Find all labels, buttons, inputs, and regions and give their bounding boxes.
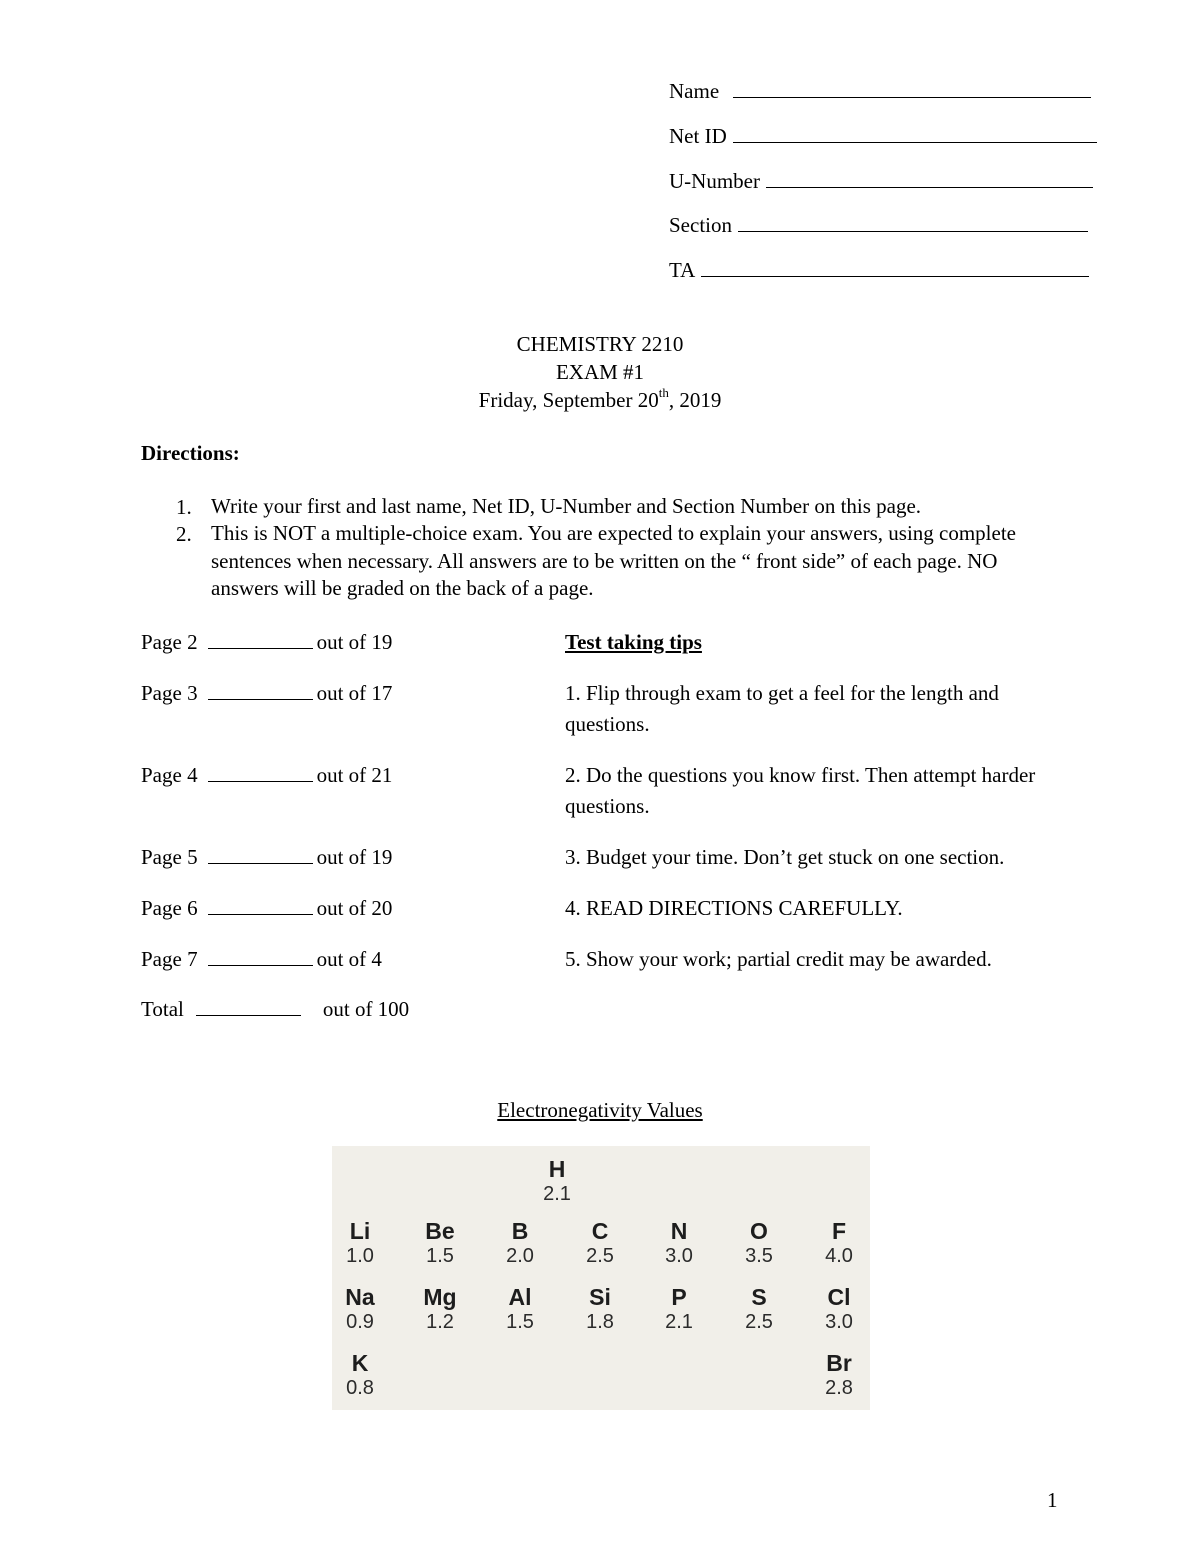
tips-heading: Test taking tips	[565, 630, 702, 654]
total-row	[141, 997, 409, 1021]
score-row	[141, 630, 392, 654]
unumber-blank[interactable]	[766, 169, 1093, 188]
score-blank[interactable]	[208, 763, 313, 782]
element-value: 2.5	[745, 1311, 773, 1333]
element-value: 4.0	[825, 1245, 853, 1267]
tip-item: 1. Flip through exam to get a feel for the length and questions.	[565, 681, 999, 736]
name-field[interactable]	[669, 79, 1091, 103]
score-blank[interactable]	[208, 845, 313, 864]
score-label: Page 6	[141, 896, 198, 920]
element-cell-c	[570, 1218, 630, 1268]
netid-blank[interactable]	[733, 124, 1097, 143]
exam-title: EXAM #1	[555, 360, 645, 384]
section-label: Section	[669, 213, 732, 237]
element-symbol: Br	[826, 1350, 852, 1376]
element-cell-b	[490, 1218, 550, 1268]
score-out-of: out of 21	[316, 763, 393, 787]
tip-item: 4. READ DIRECTIONS CAREFULLY.	[565, 896, 903, 920]
element-symbol: B	[511, 1218, 529, 1244]
element-symbol: K	[351, 1350, 369, 1376]
date-sup: th	[658, 385, 669, 400]
score-row	[141, 845, 392, 869]
element-cell-si	[570, 1284, 630, 1334]
score-out-of: out of 4	[316, 947, 382, 971]
element-value: 1.0	[346, 1245, 374, 1267]
name-blank[interactable]	[733, 79, 1091, 98]
element-symbol: Si	[589, 1284, 611, 1310]
netid-label: Net ID	[669, 124, 727, 148]
score-row	[141, 896, 392, 920]
element-cell-li	[330, 1218, 390, 1268]
element-cell-al	[490, 1284, 550, 1334]
element-cell-na	[330, 1284, 390, 1334]
element-cell-n	[649, 1218, 709, 1268]
score-row	[141, 947, 382, 971]
score-label: Page 2	[141, 630, 198, 654]
score-out-of: out of 20	[316, 896, 393, 920]
unumber-label: U-Number	[669, 169, 760, 193]
element-cell-be	[410, 1218, 470, 1268]
section-field[interactable]	[669, 213, 1088, 237]
tip-item: 5. Show your work; partial credit may be awarded.	[565, 947, 992, 971]
page-number: 1	[1047, 1488, 1058, 1512]
date-suffix: , 2019	[668, 388, 722, 412]
total-label: Total	[141, 997, 184, 1021]
ta-blank[interactable]	[701, 258, 1089, 277]
netid-field[interactable]	[669, 124, 1097, 148]
direction-number: 2.	[176, 522, 192, 546]
element-cell-s	[729, 1284, 789, 1334]
tip-item: 3. Budget your time. Don’t get stuck on one section.	[565, 845, 1005, 869]
score-out-of: out of 17	[316, 681, 393, 705]
element-symbol: Al	[508, 1284, 532, 1310]
course-title: CHEMISTRY 2210	[516, 332, 684, 356]
electronegativity-title: Electronegativity Values	[497, 1098, 703, 1122]
element-cell-h	[527, 1156, 587, 1206]
element-symbol: O	[750, 1218, 768, 1244]
element-symbol: N	[670, 1218, 688, 1244]
element-value: 1.5	[426, 1245, 454, 1267]
ta-label: TA	[669, 258, 696, 282]
directions-heading: Directions:	[141, 441, 240, 465]
element-symbol: Cl	[827, 1284, 851, 1310]
element-symbol: S	[751, 1284, 767, 1310]
score-blank[interactable]	[208, 947, 313, 966]
element-cell-p	[649, 1284, 709, 1334]
element-value: 3.5	[745, 1245, 773, 1267]
element-symbol: F	[831, 1218, 847, 1244]
score-label: Page 5	[141, 845, 198, 869]
element-value: 2.1	[543, 1183, 571, 1205]
element-cell-cl	[809, 1284, 869, 1334]
direction-text: Write your first and last name, Net ID, U-Number and Section Number on this page.	[211, 494, 922, 518]
element-symbol: H	[548, 1156, 566, 1182]
section-blank[interactable]	[738, 213, 1088, 232]
score-row	[141, 763, 392, 787]
score-label: Page 3	[141, 681, 198, 705]
score-out-of: out of 19	[316, 845, 393, 869]
element-value: 1.8	[586, 1311, 614, 1333]
element-symbol: C	[591, 1218, 609, 1244]
element-cell-br	[809, 1350, 869, 1400]
element-symbol: Li	[349, 1218, 371, 1244]
element-value: 2.5	[586, 1245, 614, 1267]
total-out-of: out of 100	[322, 997, 410, 1021]
element-cell-o	[729, 1218, 789, 1268]
element-symbol: Na	[345, 1284, 375, 1310]
element-value: 1.5	[506, 1311, 534, 1333]
element-value: 0.9	[346, 1311, 374, 1333]
score-row	[141, 681, 392, 705]
score-label: Page 4	[141, 763, 198, 787]
exam-date	[0, 385, 1200, 412]
total-blank[interactable]	[196, 997, 301, 1016]
element-value: 2.8	[825, 1377, 853, 1399]
element-value: 2.0	[506, 1245, 534, 1267]
score-blank[interactable]	[208, 630, 313, 649]
element-value: 3.0	[665, 1245, 693, 1267]
element-symbol: Mg	[423, 1284, 457, 1310]
element-value: 2.1	[665, 1311, 693, 1333]
ta-field[interactable]	[669, 258, 1089, 282]
element-value: 0.8	[346, 1377, 374, 1399]
score-out-of: out of 19	[316, 630, 393, 654]
element-value: 3.0	[825, 1311, 853, 1333]
element-value: 1.2	[426, 1311, 454, 1333]
element-cell-f	[809, 1218, 869, 1268]
name-label: Name	[669, 79, 720, 103]
element-symbol: Be	[425, 1218, 455, 1244]
date-prefix: Friday, September 20	[478, 388, 659, 412]
score-blank[interactable]	[208, 681, 313, 700]
electronegativity-table	[332, 1146, 870, 1410]
score-label: Page 7	[141, 947, 198, 971]
score-blank[interactable]	[208, 896, 313, 915]
unumber-field[interactable]	[669, 169, 1093, 193]
direction-text: This is NOT a multiple-choice exam. You are expected to explain your answers, using complete sentences when necessary. All answers are to be written on the “ front side” of each page. NO answers will be graded on the back of a page.	[211, 521, 1016, 600]
element-symbol: P	[671, 1284, 687, 1310]
element-cell-mg	[410, 1284, 470, 1334]
direction-number: 1.	[176, 495, 192, 519]
tip-item: 2. Do the questions you know first. Then attempt harder questions.	[565, 763, 1036, 818]
element-cell-k	[330, 1350, 390, 1400]
